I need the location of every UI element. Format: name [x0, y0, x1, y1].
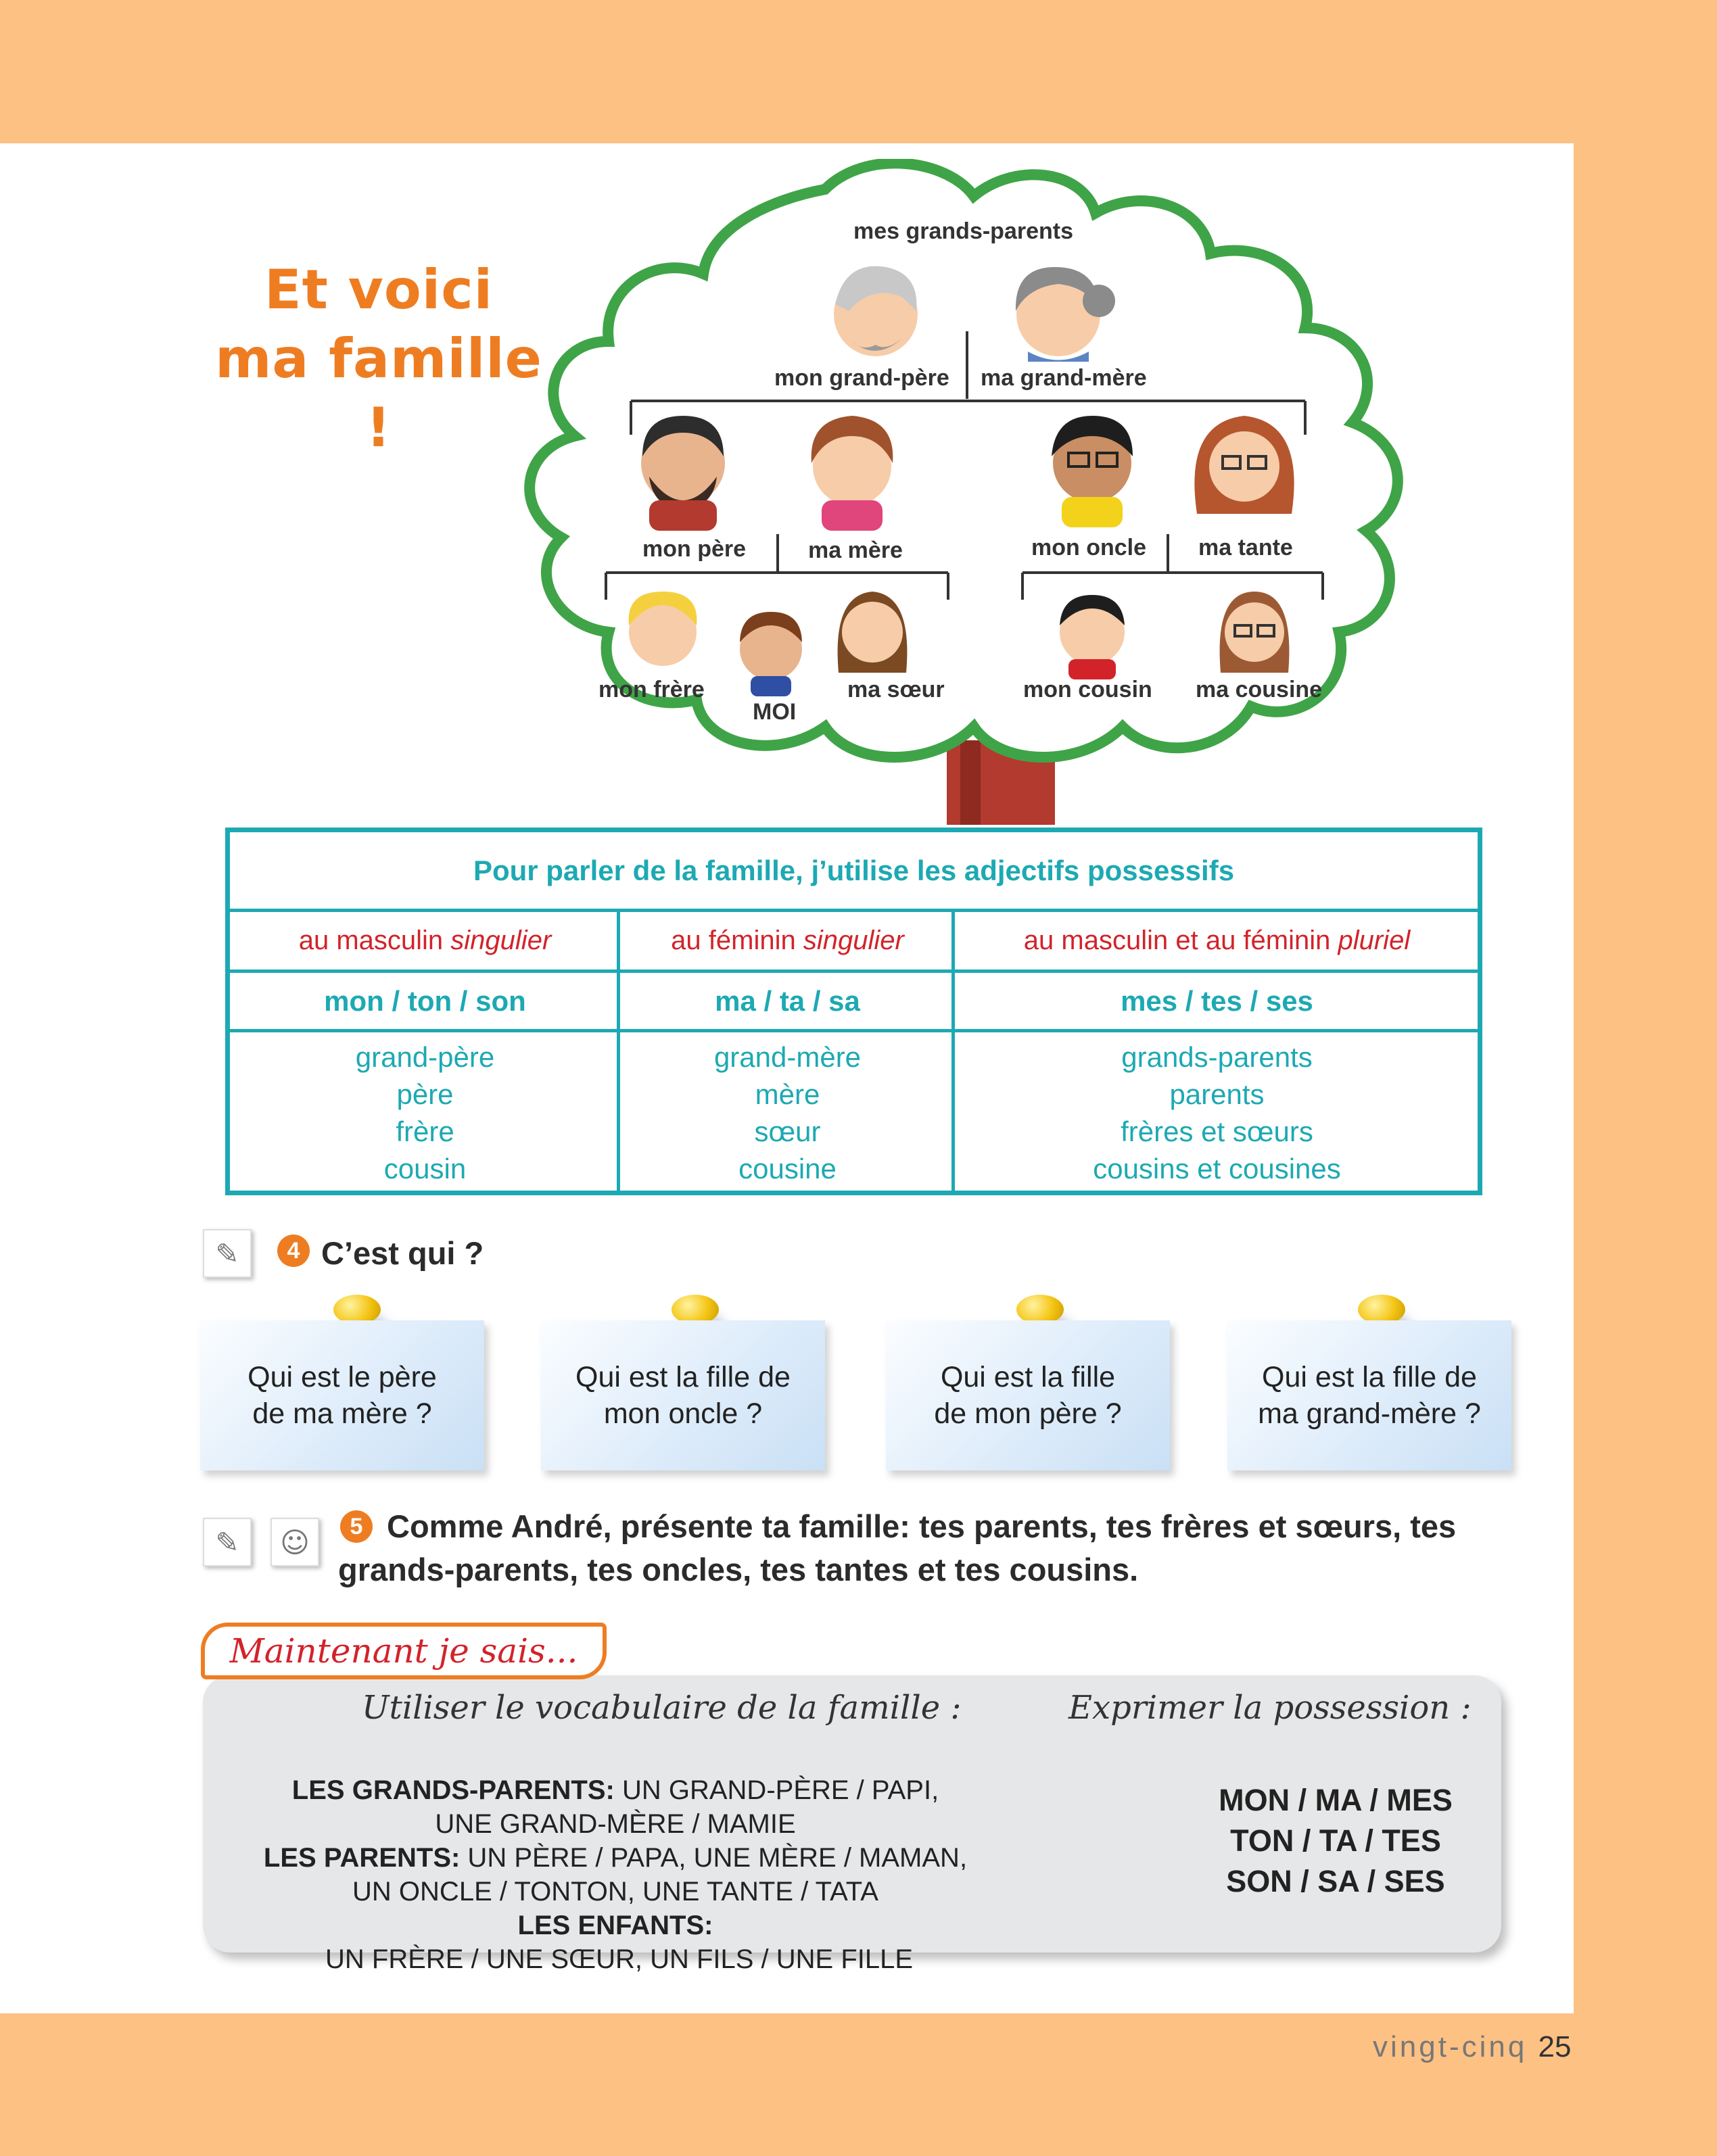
title-line-1: Et voici — [264, 258, 494, 321]
table-divider — [617, 912, 620, 1191]
maintenant-je-sais-tag: Maintenant je sais... — [201, 1623, 607, 1679]
word: frère — [396, 1116, 454, 1147]
exercise-4-title: C’est qui ? — [321, 1235, 484, 1271]
table-gender-row — [230, 912, 1478, 973]
possession-line: TON / TA / TES — [1230, 1823, 1441, 1858]
tree-label-mother: ma mère — [808, 537, 903, 563]
words-plural — [955, 1032, 1479, 1193]
exercise-4-badge: 4 — [277, 1235, 310, 1267]
tree-label-uncle: mon oncle — [1031, 535, 1147, 560]
word: père — [396, 1078, 454, 1110]
word: grands-parents — [1121, 1041, 1313, 1073]
page-footer — [1373, 2030, 1572, 2064]
word: cousins et cousines — [1093, 1153, 1341, 1184]
word: parents — [1169, 1078, 1265, 1110]
exercise-5-badge: 5 — [340, 1510, 373, 1543]
uncle-face — [1052, 416, 1133, 527]
tree-label-me: MOI — [753, 699, 797, 725]
adjectives-fem: ma / ta / sa — [715, 984, 860, 1017]
word: sœur — [754, 1116, 821, 1147]
table-heading: Pour parler de la famille, j’utilise les adjectifs possessifs — [473, 854, 1235, 886]
tree-label-aunt: ma tante — [1198, 535, 1293, 560]
words-masc — [230, 1032, 620, 1193]
summary-right-heading: Exprimer la possession : — [1068, 1689, 1472, 1727]
question-note: Qui est la fille de mon père ? — [886, 1320, 1170, 1470]
possession-line: MON / MA / MES — [1219, 1783, 1453, 1817]
question-note: Qui est la fille de mon oncle ? — [541, 1320, 825, 1470]
father-face — [641, 416, 725, 531]
speak-icon: ☺ — [271, 1518, 319, 1566]
vocab-line: LES ENFANTS: UN FRÈRE / UNE SŒUR, UN FILS / UNE FILLE — [317, 1911, 914, 1974]
tree-label-father: mon père — [642, 536, 747, 562]
grandfather-face — [834, 266, 918, 356]
exercise-5-line-2: grands-parents, tes oncles, tes tantes et tes cousins. — [338, 1552, 1139, 1587]
summary-box — [203, 1675, 1501, 1974]
tree-label-sister: ma sœur — [847, 677, 945, 702]
page-number-words: vingt-cinq — [1373, 2030, 1528, 2063]
vocab-line: UN ONCLE / TONTON, UNE TANTE / TATA — [352, 1877, 878, 1907]
question-note: Qui est la fille de ma grand-mère ? — [1227, 1320, 1511, 1470]
word: grand-mère — [713, 1041, 862, 1073]
exercise-5-line-1: Comme André, présente ta famille: tes parents, tes frères et sœurs, tes — [387, 1508, 1457, 1544]
tree-label-male-cousin: mon cousin — [1023, 677, 1152, 702]
word: mère — [755, 1078, 820, 1110]
male-cousin-face — [1060, 595, 1125, 679]
tree-label-female-cousin: ma cousine — [1196, 677, 1323, 702]
word: grand-père — [355, 1041, 495, 1073]
page-number: 25 — [1538, 2030, 1572, 2063]
gender-label-plural: au masculin et au féminin pluriel — [1023, 926, 1411, 955]
summary-left-heading: Utiliser le vocabulaire de la famille : — [362, 1689, 962, 1727]
possession-line: SON / SA / SES — [1226, 1864, 1445, 1898]
table-adjectives-row — [230, 973, 1478, 1032]
tree-label-grandmother: ma grand-mère — [981, 365, 1147, 391]
table-heading-row — [230, 832, 1478, 912]
table-divider — [951, 912, 955, 1191]
vocab-line: LES GRANDS-PARENTS: UN GRAND-PÈRE / PAPI, — [291, 1775, 939, 1805]
gender-label-fem-sing: au féminin singulier — [671, 926, 904, 955]
title-line-2: ma famille ! — [215, 327, 542, 459]
adjectives-plural: mes / tes / ses — [1121, 984, 1313, 1017]
write-icon: ✎ — [203, 1229, 252, 1278]
tree-label-grandparents: mes grands-parents — [853, 218, 1073, 244]
tree-trunk-shade — [960, 740, 981, 825]
tree-label-grandfather: mon grand-père — [774, 365, 949, 391]
table-words-row — [230, 1032, 1478, 1193]
page-margin-band — [1574, 0, 1717, 2156]
tree-label-brother: mon frère — [598, 677, 705, 702]
brother-face — [629, 592, 697, 666]
word: cousin — [383, 1153, 467, 1184]
write-icon: ✎ — [203, 1518, 252, 1566]
word: cousine — [738, 1153, 837, 1184]
family-tree-illustration — [446, 159, 1488, 825]
vocab-line: LES PARENTS: UN PÈRE / PAPA, UNE MÈRE / MAMAN, — [263, 1843, 968, 1873]
adjectives-masc: mon / ton / son — [324, 984, 526, 1017]
possession-list — [1183, 1780, 1488, 1902]
vocabulary-list — [243, 1773, 987, 1976]
gender-label-masc-sing: au masculin singulier — [298, 926, 552, 955]
words-fem — [620, 1032, 955, 1193]
mother-face — [812, 416, 893, 531]
question-note: Qui est le père de ma mère ? — [200, 1320, 484, 1470]
word: frères et sœurs — [1121, 1116, 1313, 1147]
vocab-line: UNE GRAND-MÈRE / MAMIE — [435, 1809, 796, 1839]
possessive-adjectives-table — [225, 828, 1482, 1195]
